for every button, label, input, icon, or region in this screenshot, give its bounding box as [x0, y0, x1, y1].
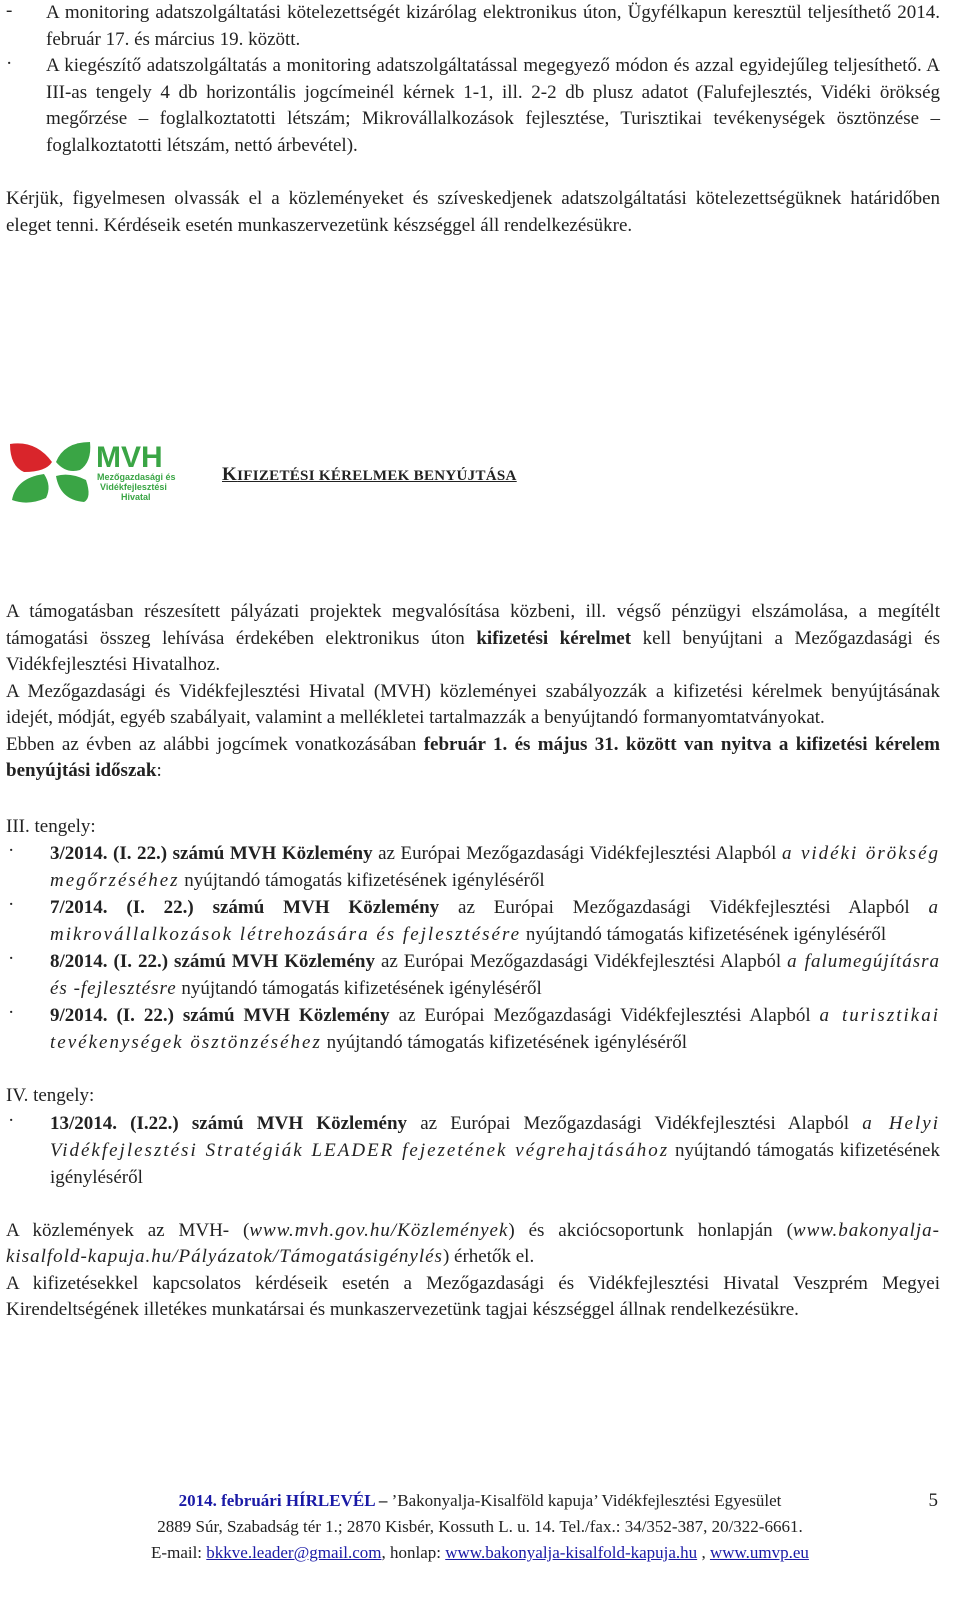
list-item: · 3/2014. (I. 22.) számú MVH Közlemény az Európai Mezőgazdasági Vidékfejlesztési Alapból a vidéki örökség megőrzéséhez nyújtandó támogatás kifizetésének igényléséről — [8, 840, 941, 891]
list-item: · 13/2014. (I.22.) számú MVH Közlemény az Európai Mezőgazdasági Vidékfejlesztési Alapból a Helyi Vidékfejlesztési Stratégiák LEADER fejezetének végrehajtásához nyújtandó támogatás kifizetésének igényléséről — [8, 1109, 940, 1188]
email-link[interactable]: bkkve.leader@gmail.com — [206, 1543, 382, 1562]
logo-line2: Vidékfejlesztési — [100, 482, 167, 492]
logo-line3: Hivatal — [121, 492, 151, 502]
body-paragraph-3: Ebben az évben az alábbi jogcímek vonatkozásában február 1. és május 31. között van nyitva a kifizetési kérelem benyújtási időszak: — [6, 733, 940, 781]
body-paragraph-1: A támogatásban részesített pályázati projektek megvalósítása közbeni, ill. végső pénzügyi elszámolása, a megítélt támogatási összeg lehívása érdekében elektronikus úton kifizetési kérelmet kell benyújtani a Mezőgazdasági és Vidékfejlesztési Hivatalhoz. — [6, 601, 940, 675]
footer-contacts: E-mail: bkkve.leader@gmail.com, honlap: www.bakonyalja-kisalfold-kapuja.hu , www.umvp.eu — [151, 1543, 809, 1562]
bullet-text: A kiegészítő adatszolgáltatás a monitoring adatszolgáltatással megegyező módon és azzal egyidejűleg teljesíthető. A III-as tengely 4 db horizontális jogcímeinél kérnek 1-1, ill. 2-2 db plusz adatot (Falufejlesztés, Vidéki örökség megőrzése – foglalkoztatotti létszám; Mikrovállalkozások fejlesztése, Turisztikai tevékenységek ösztönzése – foglalkoztatotti létszám, nettó árbevétel). — [46, 55, 940, 156]
bullet-text: A monitoring adatszolgáltatási kötelezettségét kizárólag elektronikus úton, Ügyfélkapun keresztül teljesíthető 2014. február 17. és március 19. között. — [46, 2, 940, 50]
list-item: · 7/2014. (I. 22.) számú MVH Közlemény az Európai Mezőgazdasági Vidékfejlesztési Alapból a mikrovállalkozások létrehozására és fejlesztésére nyújtandó támogatás kifizetésének igényléséről — [8, 894, 940, 945]
closing-paragraph-1: A közlemények az MVH- (www.mvh.gov.hu/Közlemények) és akciócsoportunk honlapján (www.bakonyalja-kisalfold-kapuja.hu/Pályázatok/Támogatásigénylés) érhetők el. — [6, 1219, 940, 1267]
list-item: · 9/2014. (I. 22.) számú MVH Közlemény az Európai Mezőgazdasági Vidékfejlesztési Alapból a turisztikai tevékenységek ösztönzéséhez nyújtandó támogatás kifizetésének igényléséről — [8, 1002, 940, 1053]
logo-name: MVH — [96, 441, 163, 474]
closing-paragraph-2: A kifizetésekkel kapcsolatos kérdéseik esetén a Mezőgazdasági és Vidékfejlesztési Hivatal Veszprém Megyei Kirendeltségének illetékes munkatársai és munkaszervezetünk tagjai készséggel állnak rendelkezésükre. — [6, 1272, 940, 1320]
section-title: KIFIZETÉSI KÉRELMEK BENYÚJTÁSA — [222, 464, 517, 485]
page-footer — [0, 1488, 960, 1566]
axis-4-label: IV. tengely: — [6, 1085, 95, 1106]
request-paragraph: Kérjük, figyelmesen olvassák el a közleményeket és szíveskedjenek adatszolgáltatási kötelezettségüknek határidőben eleget tenni. Kérdéseik esetén munkaszervezetünk készséggel áll rendelkezésükre. — [6, 188, 940, 236]
logo-line1: Mezőgazdasági és — [97, 472, 176, 482]
bullet-monitoring — [6, 0, 940, 53]
bullet-mark: - — [6, 0, 13, 21]
website-link[interactable]: www.bakonyalja-kisalfold-kapuja.hu — [445, 1543, 698, 1562]
axis-3-label: III. tengely: — [6, 815, 96, 837]
bullet-mark: · — [6, 53, 13, 74]
footer-address: 2889 Súr, Szabadság tér 1.; 2870 Kisbér, Kossuth L. u. 14. Tel./fax.: 34/352-387, 20/322-6661. — [157, 1517, 803, 1536]
umvp-link[interactable]: www.umvp.eu — [709, 1543, 809, 1562]
footer-line-1: 2014. februári HÍRLEVÉL – ’Bakonyalja-Kisalföld kapuja’ Vidékfejlesztési Egyesület — [178, 1491, 782, 1510]
bullet-kiegeszito — [6, 53, 940, 159]
page-number: 5 — [928, 1490, 938, 1511]
section-header — [6, 438, 940, 508]
list-item: · 8/2014. (I. 22.) számú MVH Közlemény az Európai Mezőgazdasági Vidékfejlesztési Alapból a falumegújításra és -fejlesztésre nyújtandó támogatás kifizetésének igényléséről — [8, 948, 941, 999]
body-paragraph-2: A Mezőgazdasági és Vidékfejlesztési Hivatal (MVH) közleményei szabályozzák a kifizetési kérelmek benyújtásának idejét, módját, egyéb szabályait, valamint a mellékletei tartalmazzák a benyújtandó formanyomtatványokat. — [6, 680, 940, 728]
mvh-logo — [6, 438, 181, 508]
